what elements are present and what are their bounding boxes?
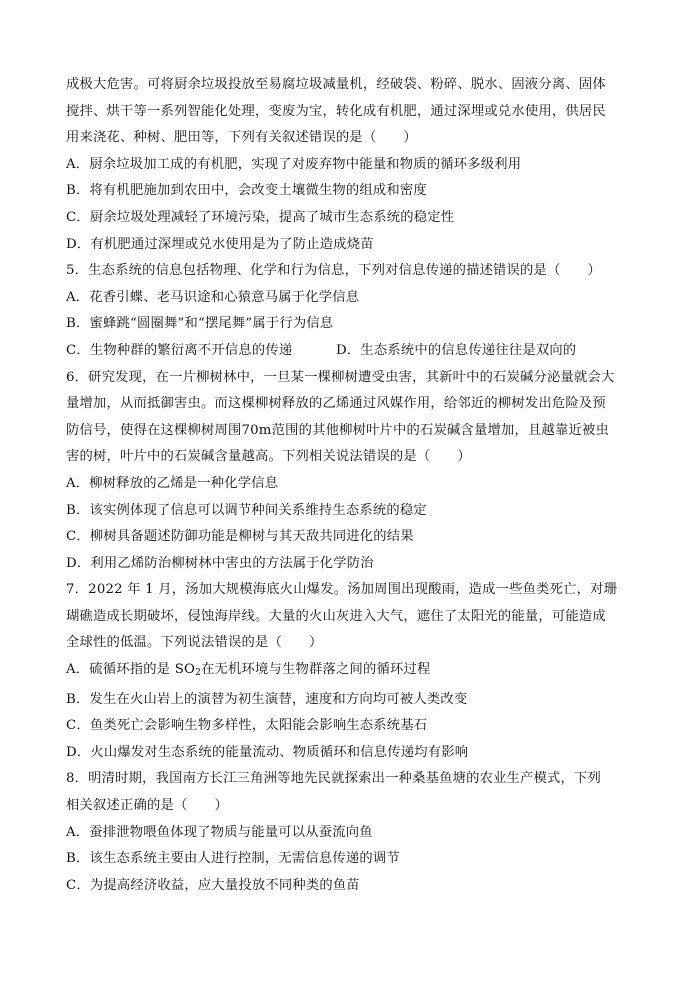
question-7-option-a: [66, 657, 631, 687]
question-7-option-d: D．火山爆发对生态系统的能量流动、物质循环和信息传递均有影响: [66, 744, 469, 760]
question-6-option-b: B．该实例体现了信息可以调节种间关系维持生态系统的稳定: [66, 502, 427, 518]
document-page: [66, 72, 631, 899]
question-7: [66, 577, 631, 766]
question-5-option-c: C．生物种群的繁衍离不开信息的传递: [66, 342, 293, 358]
question-6-stem-line: 量增加，从而抵御害虫。而这棵柳树释放的乙烯通过风媒作用，给邻近的柳树发出危险及预: [66, 396, 606, 412]
question-7-option-a-text-end: 在无机环境与生物群落之间的循环过程: [201, 662, 431, 678]
question-7-option-a-subscript: 2: [195, 668, 202, 679]
question-6-option-c: C．柳树具备题述防御功能是柳树与其天敌共同进化的结果: [66, 529, 414, 545]
question-5: [66, 258, 631, 364]
question-5-options-cd-row: [66, 338, 631, 365]
question-4-option-a: A．厨余垃圾加工成的有机肥，实现了对废弃物中能量和物质的循环多级利用: [66, 156, 522, 172]
question-5-option-a: A．花香引蝶、老马识途和心猿意马属于化学信息: [66, 289, 360, 305]
question-6-option-a: A．柳树释放的乙烯是一种化学信息: [66, 475, 279, 491]
question-4-option-d: D．有机肥通过深埋或兑水使用是为了防止造成烧苗: [66, 236, 374, 252]
question-6-stem-line: 害的树，叶片中的石炭碱含量越高。下列相关说法错误的是（ ）: [66, 449, 471, 465]
question-7-stem-line: 7．2022 年 1 月，汤加大规模海底火山爆发。汤加周围出现酸雨，造成一些鱼类死亡，对珊: [66, 582, 618, 598]
question-7-option-c: C．鱼类死亡会影响生物多样性，太阳能会影响生态系统基石: [66, 718, 428, 734]
question-5-option-b: B．蜜蜂跳“圆圈舞”和“摆尾舞”属于行为信息: [66, 316, 334, 332]
question-7-option-b: B．发生在火山岩上的演替为初生演替，速度和方向均可被人类改变: [66, 691, 468, 707]
question-7-stem-line: 瑚礁造成长期破坏，侵蚀海岸线。大量的火山灰进入大气，遮住了太阳光的能量，可能造成: [66, 608, 606, 624]
question-6: [66, 365, 631, 578]
question-7-option-a-text: A．硫循环指的是 SO: [66, 662, 196, 678]
question-4-option-c: C．厨余垃圾处理减轻了环境污染，提高了城市生态系统的稳定性: [66, 209, 455, 225]
question-4: [66, 72, 631, 258]
question-4-option-b: B．将有机肥施加到农田中，会改变土壤微生物的组成和密度: [66, 183, 427, 199]
question-8-stem-line: 相关叙述正确的是（ ）: [66, 798, 228, 814]
question-6-stem-line: 防信号，使得在这棵柳树周围70m范围的其他柳树叶片中的石炭碱含量增加，且越靠近被虫: [66, 422, 610, 438]
question-5-stem: 5．生态系统的信息包括物理、化学和行为信息，下列对信息传递的描述错误的是（ ）: [66, 263, 602, 279]
question-4-stem-line: 成极大危害。可将厨余垃圾投放至易腐垃圾减量机，经破袋、粉碎、脱水、固液分离、固体: [66, 77, 606, 92]
question-6-option-d: D．利用乙烯防治柳树林中害虫的方法属于化学防治: [66, 555, 374, 571]
question-4-stem-line: 用来浇花、种树、肥田等，下列有关叙述错误的是（ ）: [66, 130, 417, 146]
question-8-option-a: A．蚕排泄物喂鱼体现了物质与能量可以从蚕流向鱼: [66, 824, 373, 840]
question-8: [66, 766, 631, 899]
question-8-option-b: B．该生态系统主要由人进行控制，无需信息传递的调节: [66, 851, 400, 867]
question-4-stem-line: 搅拌、烘干等一系列智能化处理，变废为宝，转化成有机肥，通过深埋或兑水使用，供居民: [66, 103, 606, 119]
question-8-option-c: C．为提高经济收益，应大量投放不同种类的鱼苗: [66, 877, 360, 893]
question-6-stem-line: 6．研究发现，在一片柳树林中，一旦某一棵柳树遭受虫害，其新叶中的石炭碱分泌量就会大: [66, 369, 615, 385]
question-8-stem-line: 8．明清时期，我国南方长江三角洲等地先民就探索出一种桑基鱼塘的农业生产模式，下列: [66, 771, 602, 787]
question-5-option-d: D．生态系统中的信息传递往往是双向的: [336, 342, 577, 358]
question-7-stem-line: 全球性的低温。下列说法错误的是（ ）: [66, 635, 323, 651]
